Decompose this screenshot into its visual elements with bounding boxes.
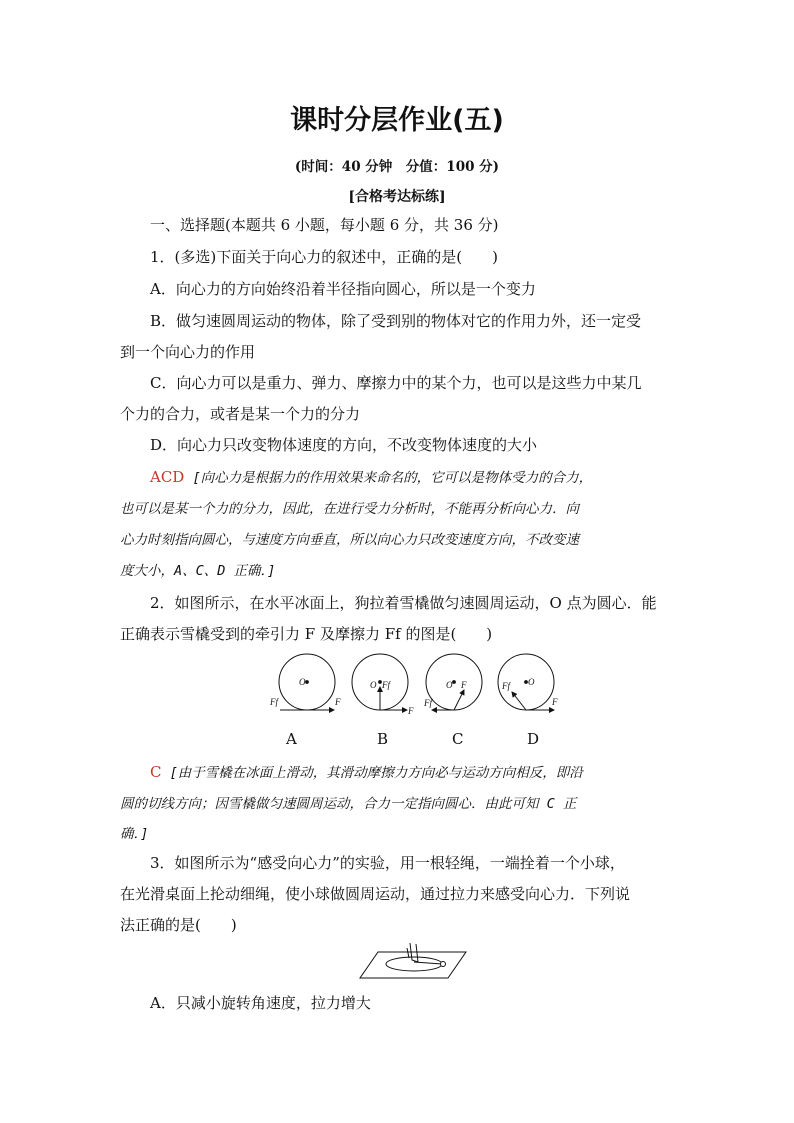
rope-line <box>414 962 442 964</box>
center-dot-a <box>306 681 309 684</box>
q2-stem-line2: 正确表示雪橇受到的牵引力 F 及摩擦力 Ff 的图是( ) <box>120 625 493 643</box>
center-dot-d <box>525 681 528 684</box>
q2-label-a: A <box>286 730 297 748</box>
q2-label-b: B <box>377 730 389 748</box>
q2-label-d: D <box>527 730 540 748</box>
q2-figure <box>262 652 562 722</box>
q2-explanation-line1 <box>150 761 675 781</box>
fig-d-o: O <box>528 677 535 687</box>
ball <box>441 962 446 967</box>
part-heading: 一、选择题(本题共 6 小题，每小题 6 分，共 36 分) <box>150 216 499 234</box>
q1-explanation-line3: 心力时刻指向圆心，与速度方向垂直，所以向心力只改变速度方向，不改变速 <box>120 532 579 548</box>
q1-option-c-line1: C．向心力可以是重力、弹力、摩擦力中的某个力，也可以是这些力中某几 <box>150 374 642 392</box>
page-title: 课时分层作业(五) <box>290 105 504 136</box>
q1-option-a: A．向心力的方向始终沿着半径指向圆心，所以是一个变力 <box>150 280 536 298</box>
fig-c-ff: Ff <box>424 698 432 708</box>
q2-explanation-line3: 确．] <box>120 826 149 842</box>
fig-b-o: O <box>370 680 377 690</box>
center-dot-b <box>379 681 382 684</box>
q1-explanation-line1 <box>150 466 675 486</box>
q2-stem-line1: 2．如图所示，在水平冰面上，狗拉着雪橇做匀速圆周运动，O 点为圆心．能 <box>150 594 657 612</box>
q1-answer-key: ACD <box>150 468 185 486</box>
fig-b-ff: Ff <box>382 680 390 690</box>
time-score-info: (时间：40 分钟 分值：100 分) <box>294 159 500 175</box>
q1-explanation-line4: 度大小，A、C、D 正确．] <box>120 563 276 579</box>
fig-c-f: F <box>461 680 467 690</box>
q3-stem-line1: 3．如图所示为“感受向心力”的实验，用一根轻绳，一端拴着一个小球， <box>150 854 625 872</box>
q3-option-a: A．只减小旋转角速度，拉力增大 <box>150 994 371 1012</box>
ball-path-ellipse <box>386 957 442 971</box>
fig-d-f: F <box>552 697 558 707</box>
fig-c-o: O <box>446 680 453 690</box>
q1-explanation-line2: 也可以是某一个力的分力，因此，在进行受力分析时，不能再分析向心力．向 <box>120 501 579 517</box>
q3-stem-line3: 法正确的是( ) <box>120 916 237 934</box>
fig-a-f: F <box>335 697 341 707</box>
table-surface <box>360 952 466 978</box>
fig-a-ff: Ff <box>270 697 278 707</box>
q1-option-b-line1: B．做匀速圆周运动的物体，除了受到别的物体对它的作用力外，还一定受 <box>150 312 642 330</box>
q1-option-b-line2: 到一个向心力的作用 <box>120 343 256 361</box>
arrow-c-f <box>454 690 464 710</box>
q1-explanation-text: [向心力是根据力的作用效果来命名的，它可以是物体受力的合力， <box>184 470 593 486</box>
q1-option-d: D．向心力只改变物体速度的方向，不改变物体速度的大小 <box>150 436 538 454</box>
section-heading: [合格考达标练] <box>348 189 446 205</box>
fig-b-f: F <box>408 706 414 716</box>
q2-answer-key: C <box>150 763 162 781</box>
q2-explanation-text: [由于雪橇在冰面上滑动，其滑动摩擦力方向必与运动方向相反，即沿 <box>161 765 583 781</box>
q3-figure <box>358 938 468 986</box>
center-dot-c <box>453 681 456 684</box>
fig-d-ff: Ff <box>502 681 510 691</box>
q1-option-c-line2: 个力的合力，或者是某一个力的分力 <box>120 405 361 423</box>
q1-stem: 1．(多选)下面关于向心力的叙述中，正确的是( ) <box>150 248 498 266</box>
q2-explanation-line2: 圆的切线方向；因雪橇做匀速圆周运动，合力一定指向圆心．由此可知 C 正 <box>120 796 577 812</box>
fig-a-o: O <box>299 677 306 687</box>
q3-stem-line2: 在光滑桌面上抡动细绳，使小球做圆周运动，通过拉力来感受向心力．下列说 <box>120 885 631 903</box>
q2-label-c: C <box>452 730 464 748</box>
